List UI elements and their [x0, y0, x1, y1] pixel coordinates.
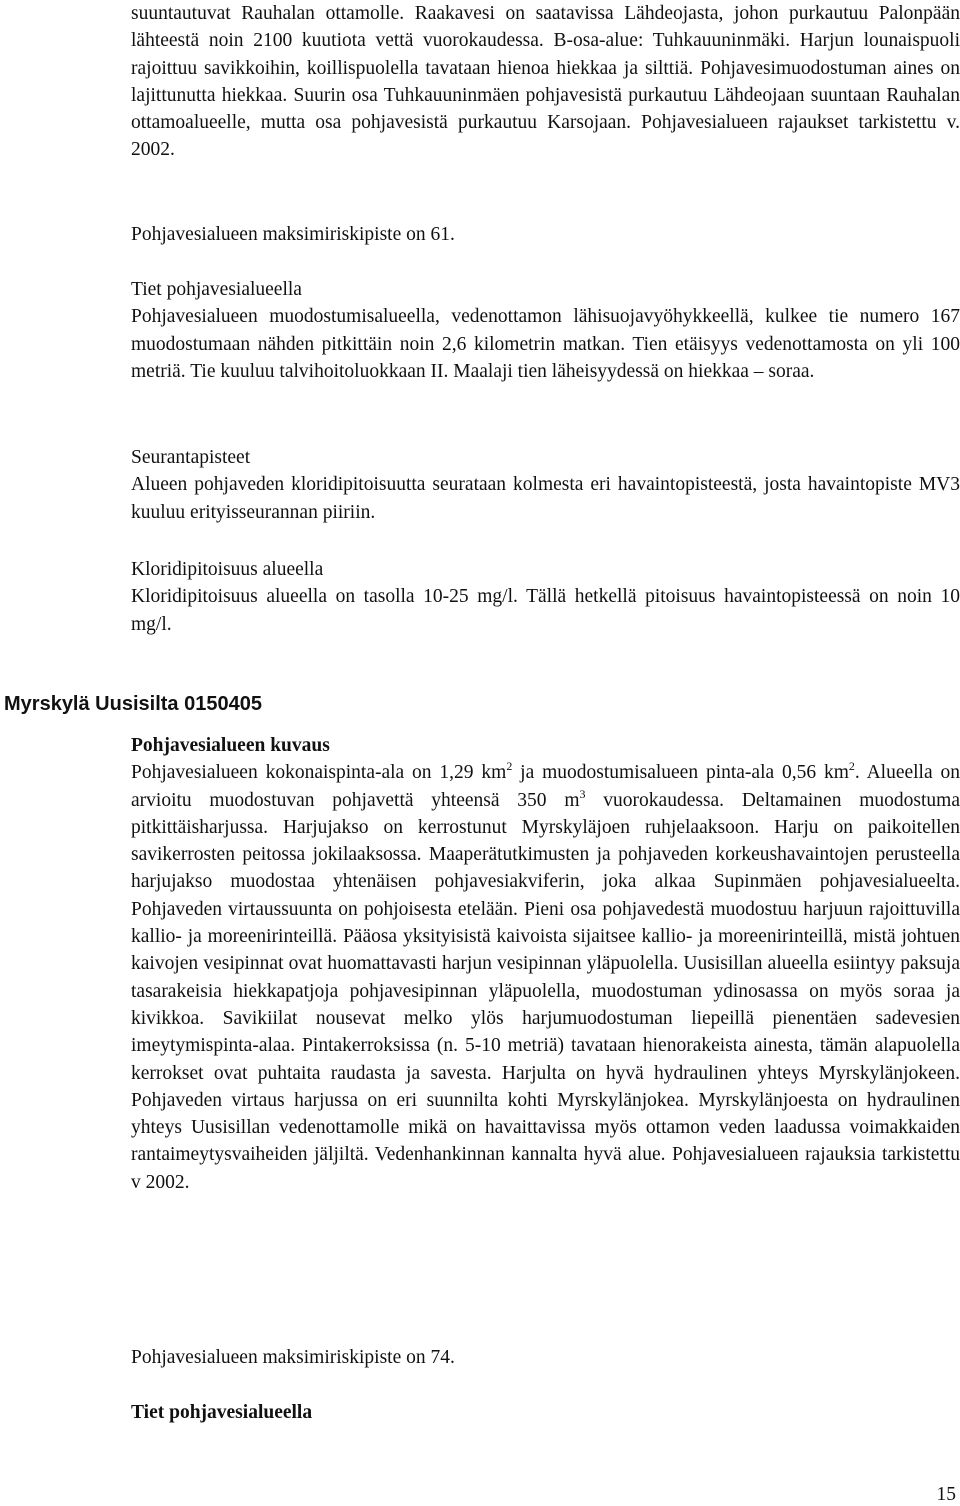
section2-roads-heading: Tiet pohjavesialueella — [131, 1402, 313, 1423]
roads-heading: Tiet pohjavesialueella — [131, 279, 302, 300]
risk-score-line — [131, 221, 960, 248]
description-heading: Pohjavesialueen kuvaus — [131, 735, 330, 756]
chloride-text: Kloridipitoisuus alueella on tasolla 10-25 mg/l. Tällä hetkellä pitoisuus havaintopisteessä on noin 10 mg/l. — [131, 586, 960, 635]
roads-text: Pohjavesialueen muodostumisalueella, vedenottamon lähisuojavyöhykkeellä, kulkee tie numero 167 muodostumaan nähden pitkittäin noin 2,6 kilometrin matkan. Tien etäisyys vedenottamosta on yli 100 metriä. Tie kuuluu talvihoitoluokkaan II. Maalaji tien läheisyydessä on hiekkaa – soraa. — [131, 306, 960, 382]
section2-risk-text: Pohjavesialueen maksimiriskipiste on 74. — [131, 1347, 455, 1368]
section2-roads-line — [131, 1399, 960, 1426]
risk-score-text: Pohjavesialueen maksimiriskipiste on 61. — [131, 224, 455, 245]
page-number: 15 — [936, 1484, 956, 1505]
chloride-section — [131, 556, 960, 638]
monitoring-text: Alueen pohjaveden kloridipitoisuutta seurataan kolmesta eri havaintopisteestä, josta havaintopiste MV3 kuuluu erityisseurannan piiriin. — [131, 474, 960, 523]
roads-section — [131, 276, 960, 385]
section2-risk-line — [131, 1344, 960, 1371]
intro-paragraph: suuntautuvat Rauhalan ottamolle. Raakavesi on saatavissa Lähdeojasta, johon purkautuu Palonpään lähteestä noin 2100 kuutiota vettä vuorokaudessa. B-osa-alue: Tuhkauuninmäki. Harjun lounaispuoli rajoittuu savikkoihin, koillispuolella tavataan hienoa hiekkaa ja silttiä. Pohjavesimuodostuman aines on lajittunutta hiekkaa. Suurin osa Tuhkauuninmäen pohjavesistä purkautuu Lähdeojaan suuntaan Rauhalan ottamoalueelle, mutta osa pohjavesistä purkautuu Karsojaan. Pohjavesialueen rajaukset tarkistettu v. 2002. — [131, 3, 960, 161]
monitoring-section — [131, 444, 960, 526]
monitoring-heading: Seurantapisteet — [131, 447, 251, 468]
chloride-heading: Kloridipitoisuus alueella — [131, 559, 324, 580]
intro-paragraph-block — [131, 0, 960, 164]
description-section — [131, 732, 960, 1196]
description-text: Pohjavesialueen kokonaispinta-ala on 1,29 $km^2$ ja muodostumisalueen pinta-ala 0,56 $km^2$. Alueella on arvioitu muodostuvan pohjavettä yhteensä 350 $m^3$ vuorokaudessa. Deltamainen muodostuma pitkittäisharjussa. Harjujakso on kerrostunut Myrskyläjoen ruhjelaaksoon. Harju on paikoitellen savikerrosten peitossa jokilaaksossa. Maaperätutkimusten ja pohjaveden korkeushavaintojen perusteella harjujakso muodostaa yhtenäisen pohjavesiakviferin, joka alkaa Supinmäen pohjavesialueelta. Pohjaveden virtaussuunta on pohjoisesta etelään. Pieni osa pohjavedestä muodostuu harjuun rajoittuvilla kallio- ja moreenirinteillä. Pääosa yksityisistä kaivoista sijaitsee kallio- ja moreenirinteillä, mistä johtuen kaivojen vesipinnat ovat huomattavasti harjun vesipinnan yläpuolella. Uusisillan alueella esiintyy paksuja tasarakeisia hiekkapatjoja pohjavesipinnan yläpuolella, muodostuman ydinosassa on myös soraa ja kivikkoa. Savikiilat nousevat melko ylös harjumuodostuman liepeillä pienentäen sadevesien imeytymispinta-alaa. Pintakerroksissa (n. 5-10 metriä) tavataan hienorakeista ainesta, tämän alapuolella kerrokset ovat puhtaita raudasta ja savesta. Harjulta on hyvä hydraulinen yhteys Myrskylänjokeen. Pohjaveden virtaus harjussa on eri suunnilta kohti Myrskylänjokea. Myrskylänjoesta on hydraulinen yhteys Uusisillan vedenottamolle mikä on havaittavissa myös ottamon veden laadussa voimakkaiden rantaimeytysvaiheiden jäljiltä. Vedenhankinnan kannalta hyvä alue. Pohjavesialueen rajauksia tarkistettu v 2002. — [131, 759, 960, 1193]
section-title: Myrskylä Uusisilta 0150405 — [4, 693, 262, 715]
